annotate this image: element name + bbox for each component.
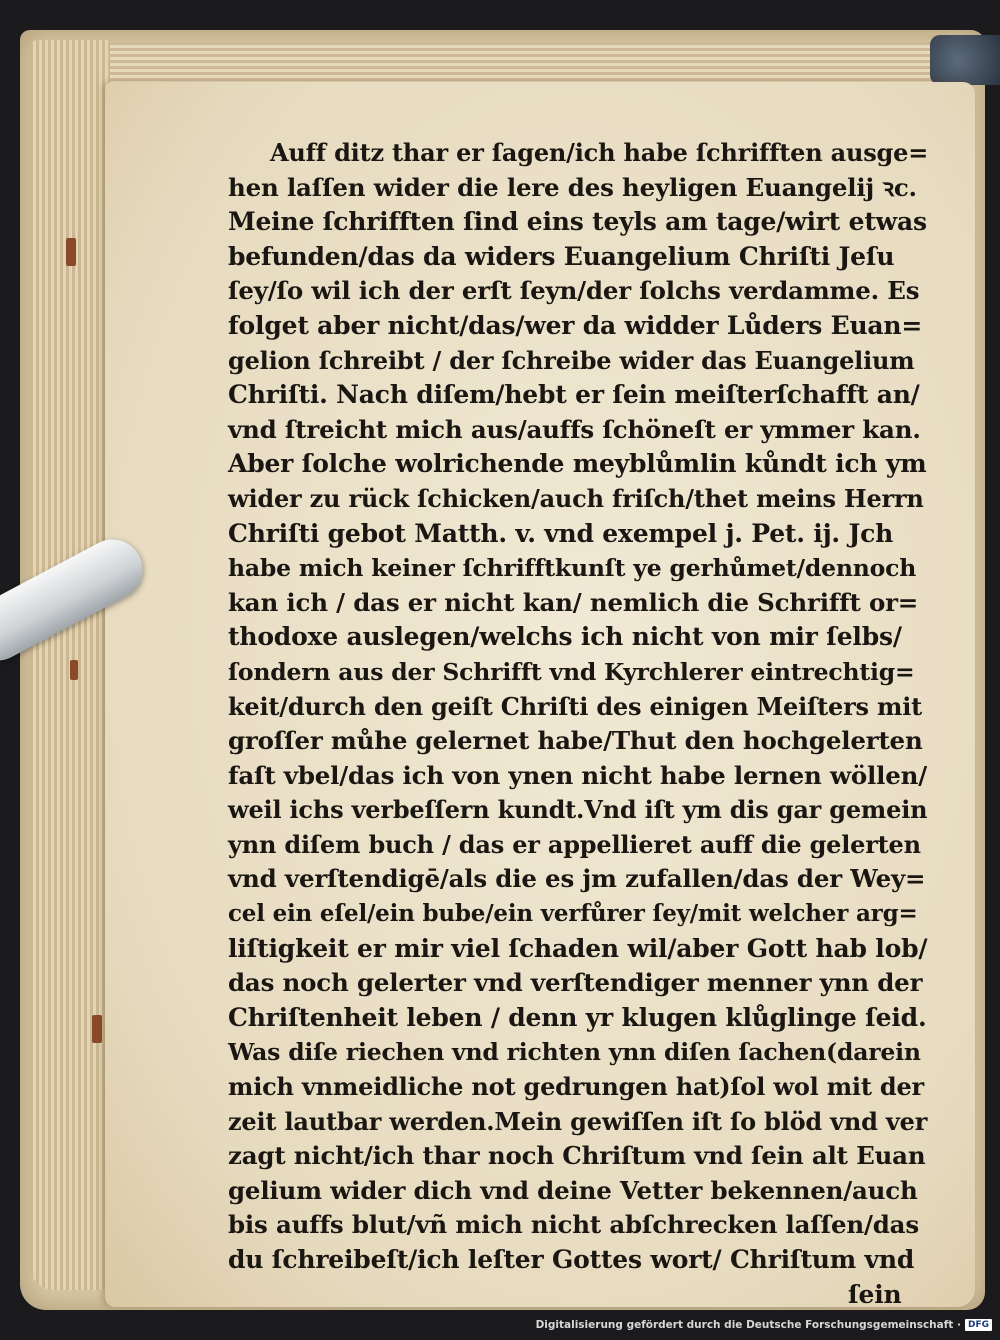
- text-line: hen laſſen wider die lere des heyligen Euangelij ꝛc.: [228, 172, 917, 202]
- text-line: zeit lautbar werden.Mein gewiſſen iſt ſo blöd vnd ver: [228, 1106, 928, 1136]
- text-line: Chriſti gebot Matth. v. vnd exempel j. Pet. ij. Jch: [228, 518, 894, 548]
- bookmark-tab: [70, 660, 78, 680]
- page-text-block: [228, 136, 928, 1312]
- text-line: keit/durch den geiſt Chriſti des einigen Meiſters mit: [228, 691, 923, 721]
- text-line: das noch gelerter vnd verſtendiger menner ynn der: [228, 968, 923, 998]
- text-line: faſt vbel/das ich von ynen nicht habe lernen wöllen/: [228, 760, 927, 790]
- text-line: bis auffs blut/vñ mich nicht abſchrecken laſſen/das: [228, 1210, 919, 1240]
- text-line: vnd ſtreicht mich aus/auffs ſchöneſt er ymmer kan.: [228, 414, 921, 444]
- text-line: wider zu rück ſchicken/auch friſch/thet meins Herrn: [228, 483, 924, 513]
- text-line: Chriſti. Nach diſem/hebt er ſein meiſterſchafft an/: [228, 380, 920, 410]
- text-line: zagt nicht/ich thar noch Chriſtum vnd ſein alt Euan: [228, 1141, 926, 1171]
- text-line: Meine ſchrifften ſind eins teyls am tage/wirt etwas: [228, 207, 927, 237]
- text-line: habe mich keiner ſchrifftkunſt ye gerhůmet/dennoch: [228, 554, 917, 583]
- text-line: vnd verſtendigē/als die es jm zufallen/das der Wey=: [228, 864, 926, 894]
- text-line: weil ichs verbeſſern kundt.Vnd iſt ym dis gar gemein: [228, 795, 928, 825]
- text-line: mich vnmeidliche not gedrungen hat)ſol wol mit der: [228, 1072, 924, 1102]
- text-line: Chriſtenheit leben / denn yr klugen klůglinge ſeid.: [228, 1002, 927, 1032]
- text-line: Auff ditz thar er ſagen/ich habe ſchrifften ausge=: [270, 138, 929, 167]
- text-line: du ſchreibeſt/ich leſter Gottes wort/ Chriſtum vnd: [228, 1245, 915, 1274]
- catchword: ſein: [848, 1279, 902, 1309]
- text-line: befunden/das da widers Euangelium Chriſti Jeſu: [228, 241, 895, 271]
- text-line: liſtigkeit er mir viel ſchaden wil/aber Gott hab lob/: [228, 933, 928, 963]
- text-line: kan ich / das er nicht kan/ nemlich die Schrifft or=: [228, 587, 919, 617]
- bookmark-tab: [66, 238, 76, 266]
- text-line: gelium wider dich vnd deine Vetter bekennen/auch: [228, 1175, 918, 1205]
- text-line: ynn diſem buch / das er appellieret auff die gelerten: [228, 829, 921, 859]
- text-line: thodoxe auslegen/welchs ich nicht von mir ſelbs/: [228, 622, 902, 652]
- bookmark-tab: [92, 1015, 102, 1043]
- text-line: gelion ſchreibt / der ſchreibe wider das Euangelium: [228, 345, 915, 375]
- digitization-footer: [536, 1316, 992, 1334]
- text-line: cel ein eſel/ein bube/ein verfůrer ſey/mit welcher arg=: [228, 900, 918, 928]
- funding-credit: Digitalisierung gefördert durch die Deutsche Forschungsgemeinschaft ·: [535, 1319, 961, 1331]
- text-line: ſondern aus der Schrifft vnd Kyrchlerer eintrechtig=: [228, 657, 915, 686]
- text-line: Was diſe riechen vnd richten ynn diſen ſachen(darein: [228, 1038, 921, 1067]
- text-line: folget aber nicht/das/wer da widder Lůders Euan=: [228, 310, 923, 340]
- page-stack-top-edge: [40, 42, 940, 87]
- dfg-logo: DFG: [965, 1319, 992, 1331]
- text-line: groſſer můhe gelernet habe/Thut den hochgelerten: [228, 726, 923, 756]
- text-line: Aber ſolche wolrichende meyblůmlin kůndt ich ym: [228, 449, 927, 479]
- cover-corner: [930, 35, 1000, 85]
- text-line: ſey/ſo wil ich der erſt ſeyn/der ſolchs verdamme. Es: [228, 276, 920, 306]
